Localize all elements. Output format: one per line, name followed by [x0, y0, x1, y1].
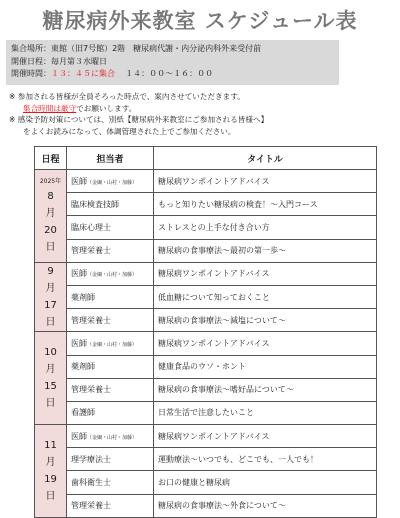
schedule-row — [11, 56, 339, 69]
table-row — [35, 494, 377, 517]
date-cell — [35, 262, 67, 332]
doctor-names: （金綱・山村・加藤） — [87, 272, 138, 279]
meet-time: １３：４５に集合 — [51, 69, 115, 78]
person-cell — [67, 262, 154, 285]
date-part: 11 — [44, 439, 57, 451]
title-cell: 運動療法～いつでも、どこでも、一人でも！ — [154, 448, 377, 471]
title-cell: 健康食品のウソ・ホント — [154, 355, 377, 378]
table-row — [35, 448, 377, 471]
info-box — [6, 40, 339, 85]
person-cell: 管理栄養士 — [67, 378, 154, 401]
person-cell — [67, 425, 154, 448]
note-2: ※ 感染予防対策については、別紙【糖尿病外来教室にご参加される皆様へ】 — [9, 115, 269, 124]
date-part: 10 — [44, 347, 57, 359]
person-cell: 臨床検査技師 — [67, 193, 154, 216]
date-part: 日 — [45, 490, 56, 502]
person-cell: 管理栄養士 — [67, 494, 154, 517]
title-cell: 糖尿病ワンポイントアドバイス — [154, 425, 377, 448]
date-part: 9 — [47, 266, 54, 278]
date-part: 15 — [44, 381, 57, 393]
note-1-cont — [9, 103, 389, 115]
person-cell: 薬剤師 — [67, 355, 154, 378]
date-cell — [35, 332, 67, 425]
place-value: 東館（旧7号館）2階 糖尿病代謝・内分泌内科外来受付前 — [51, 44, 262, 53]
person-cell: 臨床心理士 — [67, 216, 154, 239]
year-label: 2025年 — [39, 177, 62, 185]
time-label: 開催時間： — [11, 69, 51, 78]
table-row — [35, 309, 377, 332]
title-cell: 糖尿病の食事療法～減塩について～ — [154, 309, 377, 332]
table-row — [35, 239, 377, 262]
title-cell: 糖尿病の食事療法～外食について～ — [154, 494, 377, 517]
doctor-label: 医師 — [71, 176, 87, 186]
doctor-names: （金綱・山村・加藤） — [87, 341, 138, 348]
table-row — [35, 378, 377, 401]
title-cell: 糖尿病ワンポイントアドバイス — [154, 170, 377, 193]
date-part: 月 — [45, 283, 56, 295]
header-title: タイトル — [154, 147, 377, 170]
date-part: 月 — [45, 456, 56, 468]
date-cell — [35, 425, 67, 518]
table-row — [35, 262, 377, 285]
table-row — [35, 170, 377, 193]
date-part: 月 — [45, 364, 56, 376]
person-cell: 管理栄養士 — [67, 239, 154, 262]
schedule-value: 毎月第３水曜日 — [51, 56, 107, 66]
person-cell — [67, 170, 154, 193]
person-cell: 理学療法士 — [67, 448, 154, 471]
doctor-names: （金綱・山村・加藤） — [87, 179, 138, 186]
table-row — [35, 471, 377, 494]
table-row — [35, 193, 377, 216]
date-part: 月 — [45, 207, 56, 219]
date-part: 8 — [47, 190, 54, 202]
doctor-names: （金綱・山村・加藤） — [87, 434, 138, 441]
date-part: 19 — [44, 473, 57, 485]
person-cell: 管理栄養士 — [67, 309, 154, 332]
table-row — [35, 285, 377, 308]
doctor-label: 医師 — [71, 431, 87, 441]
person-cell: 歯科衛生士 — [67, 471, 154, 494]
title-cell: ストレスとの上手な付き合い方 — [154, 216, 377, 239]
doctor-label: 医師 — [71, 269, 87, 279]
time-row — [11, 68, 339, 81]
date-part: 日 — [45, 317, 56, 329]
date-part: 17 — [44, 300, 57, 312]
note-1-end: でお願いします。 — [76, 103, 137, 113]
note-2-cont: をよくお読みになって、体調管理された上でご参加ください。 — [23, 126, 236, 136]
table-row — [35, 425, 377, 448]
person-cell: 看護師 — [67, 401, 154, 424]
date-part: 日 — [45, 241, 56, 253]
date-cell — [35, 170, 67, 263]
table-row — [35, 355, 377, 378]
date-part: 日 — [45, 398, 56, 410]
notes — [9, 91, 389, 137]
header-date: 日程 — [35, 147, 67, 170]
schedule-table — [34, 146, 377, 518]
schedule-body — [35, 170, 377, 518]
table-row — [35, 401, 377, 424]
header-person: 担当者 — [67, 147, 154, 170]
person-cell: 薬剤師 — [67, 285, 154, 308]
title-cell: もっと知りたい糖尿病の検査！～入門コース — [154, 193, 377, 216]
person-cell — [67, 332, 154, 355]
note-1: ※ 参加される皆様が全員そろった時点で、案内させていただきます。 — [9, 92, 245, 101]
title-cell: お口の健康と糖尿病 — [154, 471, 377, 494]
date-part: 20 — [44, 224, 57, 236]
place-row — [11, 43, 339, 56]
table-header-row — [35, 147, 377, 170]
title-cell: 糖尿病ワンポイントアドバイス — [154, 332, 377, 355]
title-cell: 低血糖について知っておくこと — [154, 285, 377, 308]
title-cell: 日常生活で注意したいこと — [154, 401, 377, 424]
title-cell: 糖尿病ワンポイントアドバイス — [154, 262, 377, 285]
table-row — [35, 216, 377, 239]
title-cell: 糖尿病の食事療法～最初の第一歩～ — [154, 239, 377, 262]
doctor-label: 医師 — [71, 338, 87, 348]
table-row — [35, 332, 377, 355]
session-time: １４：００～１６：００ — [125, 69, 214, 78]
title-cell: 糖尿病の食事療法～嗜好品について～ — [154, 378, 377, 401]
place-label: 集合場所： — [11, 44, 51, 53]
page-title: 糖尿病外来教室 スケジュール表 — [42, 9, 358, 33]
schedule-label: 開催日程： — [11, 56, 51, 66]
strict-time-text: 集合時間は厳守 — [23, 103, 77, 113]
